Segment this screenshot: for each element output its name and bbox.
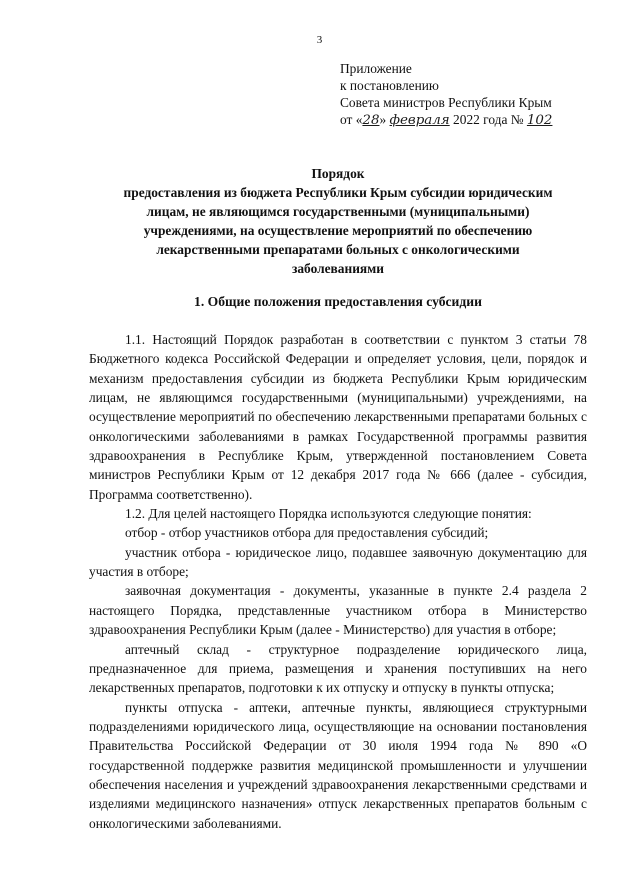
appendix-block [340, 60, 552, 129]
title-line: лицам, не являющимся государственными (муниципальными) [146, 204, 530, 219]
title-line: Порядок [311, 166, 365, 181]
date-year-text: 2022 года № [453, 112, 524, 127]
title-line: предоставления из бюджета Республики Крым субсидии юридическим [123, 185, 553, 200]
section-heading: 1. Общие положения предоставления субсидии [194, 294, 482, 309]
title-line: учреждениями, на осуществление мероприятий по обеспечению [143, 223, 533, 238]
paragraph: 1.1. Настоящий Порядок разработан в соответствии с пунктом 3 статьи 78 Бюджетного кодекса Российской Федерации и определяет условия, цели, порядок и механизм предоставления субсидии из бюджета Республики Крым юридическим лицам, не являющимся государственными (муниципальными) учреждениями, на осуществление мероприятий по обеспечению лекарственными препаратами больных с онкологическими заболеваниями в рамках Государственной программы развития здравоохранения в Республике Крым, утвержденной постановлением Совета министров Республики Крым от 12 декабря 2017 года № 666 (далее - субсидия, Программа соответственно). [89, 332, 587, 502]
document-title [88, 164, 588, 278]
document-body [89, 330, 587, 833]
paragraph: 1.2. Для целей настоящего Порядка используются следующие понятия: [125, 506, 532, 522]
page-number: 3 [316, 34, 323, 46]
handwritten-day: 28 [362, 113, 380, 128]
appendix-title: Приложение [340, 61, 412, 76]
handwritten-number: 102 [526, 113, 553, 128]
paragraph: отбор - отбор участников отбора для предоставления субсидий; [125, 525, 489, 541]
appendix-line-resolution: к постановлению [340, 78, 439, 93]
paragraph: аптечный склад - структурное подразделение юридического лица, предназначенное для приема, размещения и хранения поступивших на него лекарственных препаратов, подготовки к их отпуску и отпуску в пункты отпуска; [89, 641, 587, 696]
paragraph: участник отбора - юридическое лицо, подавшее заявочную документацию для участия в отборе; [89, 544, 587, 580]
appendix-date-line [340, 111, 552, 129]
title-line: лекарственными препаратами больных с онкологическими [156, 242, 520, 257]
paragraph: заявочная документация - документы, указанные в пункте 2.4 раздела 2 настоящего Порядка, представленные участником отбора в Министерство здравоохранения Республики Крым (далее - Министерство) для участия в отборе; [89, 583, 587, 638]
appendix-line-council: Совета министров Республики Крым [340, 95, 552, 110]
paragraph: пункты отпуска - аптеки, аптечные пункты, являющиеся структурными подразделениями юридического лица, осуществляющие на основании постановления Правительства Российской Федерации от 30 июля 1994 года № 890 «О государственной поддержке развития медицинской промышленности и улучшении обеспечения населения и учреждений здравоохранения лекарственными средствами и изделиями медицинского назначения» отпуск лекарственных препаратов больным с онкологическими заболеваниями. [89, 699, 587, 831]
handwritten-month: февраля [389, 113, 450, 128]
date-mid: » [379, 112, 387, 127]
title-line: заболеваниями [291, 261, 384, 276]
date-prefix: от « [340, 112, 363, 127]
